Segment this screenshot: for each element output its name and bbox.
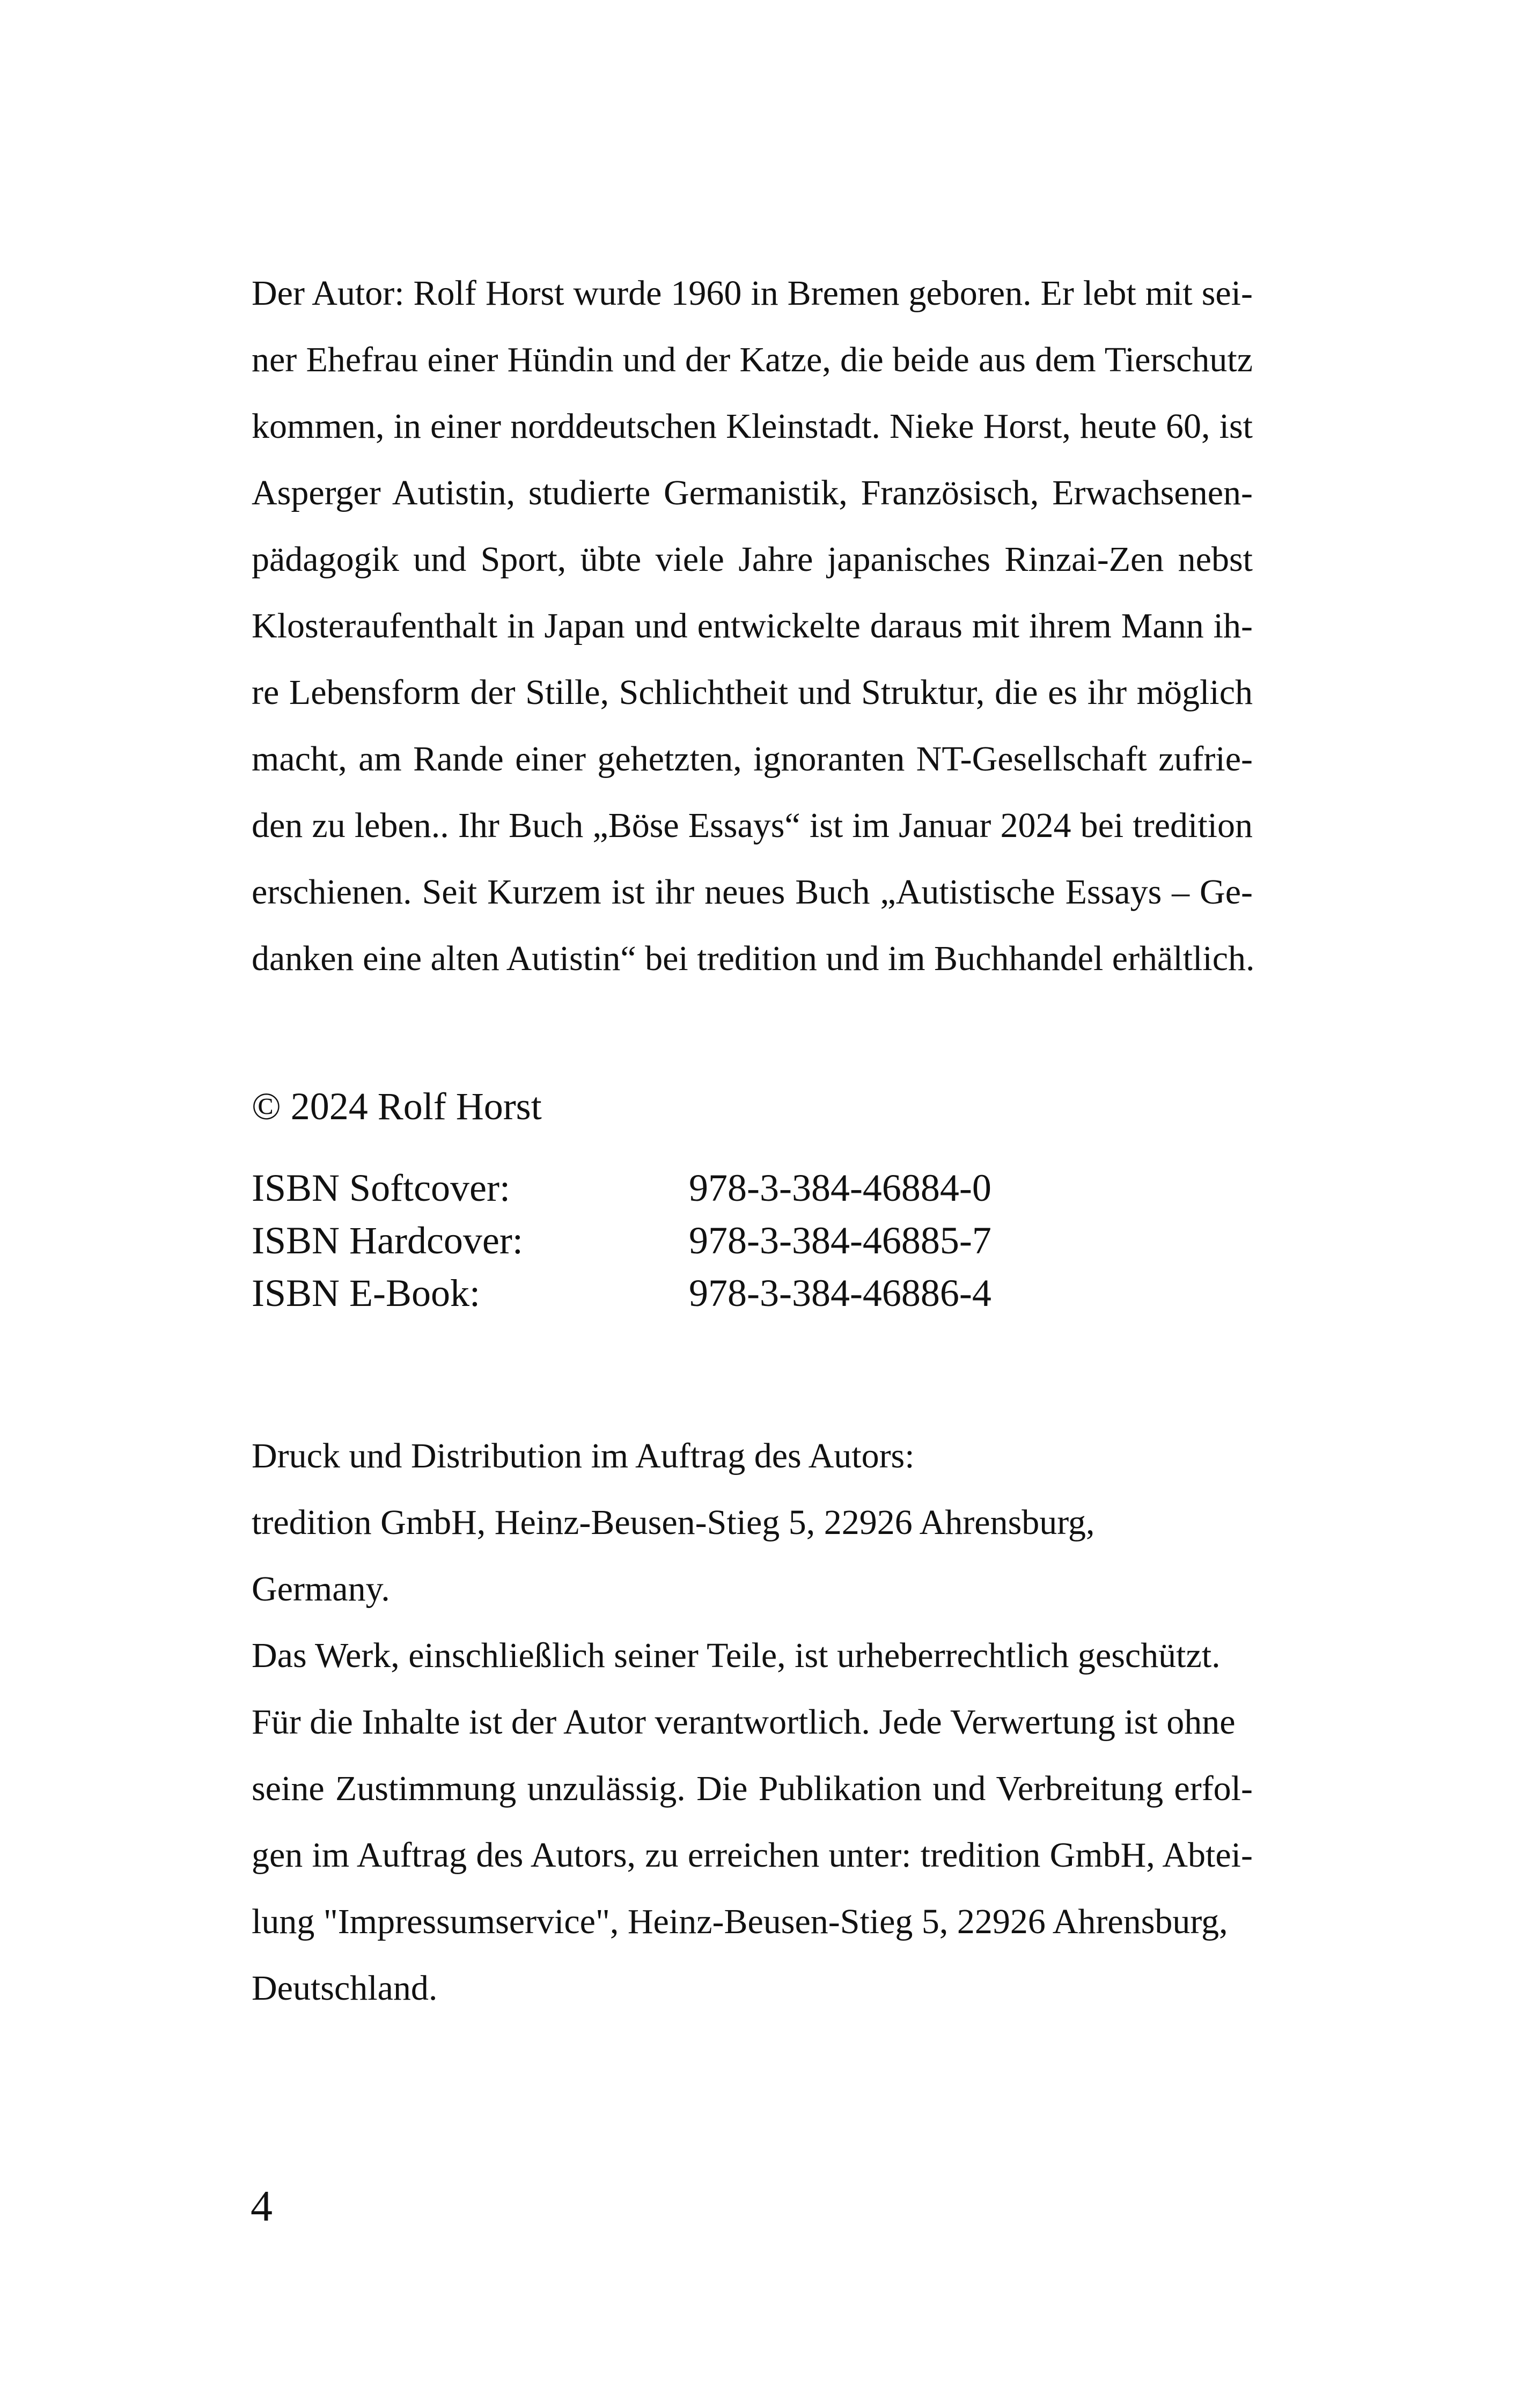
page-number: 4 (251, 2182, 273, 2230)
isbn-label: ISBN E-Book: (252, 1272, 481, 1315)
isbn-value: 978-3-384-46885-7 (689, 1219, 991, 1262)
bio-line: Asperger Autistin, studierte Germanistik, Französisch, Erwachsenen- (252, 473, 1253, 512)
imprint-line: Druck und Distribution im Auftrag des Autors: (252, 1436, 915, 1475)
bio-line: erschienen. Seit Kurzem ist ihr neues Buch „Autistische Essays – Ge- (252, 872, 1253, 912)
bio-line: danken eine alten Autistin“ bei tredition und im Buchhandel erhältlich. (252, 939, 1255, 978)
isbn-value: 978-3-384-46884-0 (689, 1166, 991, 1209)
bio-line: Klosteraufenthalt in Japan und entwickelte daraus mit ihrem Mann ih- (252, 606, 1253, 645)
isbn-label: ISBN Softcover: (252, 1166, 510, 1209)
imprint-line: Germany. (252, 1569, 390, 1609)
bio-line: macht, am Rande einer gehetzten, ignoranten NT-Gesellschaft zufrie- (252, 739, 1253, 779)
bio-line: re Lebensform der Stille, Schlichtheit und Struktur, die es ihr möglich (252, 673, 1253, 712)
imprint-line: Das Werk, einschließlich seiner Teile, ist urheberrechtlich geschützt. (252, 1636, 1221, 1675)
bio-line: pädagogik und Sport, übte viele Jahre japanisches Rinzai-Zen nebst (252, 540, 1253, 579)
imprint-line: Deutschland. (252, 1969, 438, 2008)
imprint-line: gen im Auftrag des Autors, zu erreichen unter: tredition GmbH, Abtei- (252, 1836, 1253, 1875)
bio-line: Der Autor: Rolf Horst wurde 1960 in Bremen geboren. Er lebt mit sei- (252, 274, 1253, 313)
isbn-value: 978-3-384-46886-4 (689, 1272, 991, 1315)
imprint-line: seine Zustimmung unzulässig. Die Publikation und Verbreitung erfol- (252, 1769, 1253, 1808)
bio-line: den zu leben.. Ihr Buch „Böse Essays“ ist im Januar 2024 bei tredition (252, 806, 1253, 845)
imprint-line: tredition GmbH, Heinz-Beusen-Stieg 5, 22926 Ahrensburg, (252, 1503, 1095, 1542)
copyright-notice: © 2024 Rolf Horst (252, 1085, 542, 1128)
bio-line: kommen, in einer norddeutschen Kleinstadt. Nieke Horst, heute 60, ist (252, 407, 1253, 446)
imprint-line: Für die Inhalte ist der Autor verantwortlich. Jede Verwertung ist ohne (252, 1702, 1236, 1742)
isbn-label: ISBN Hardcover: (252, 1219, 523, 1262)
bio-line: ner Ehefrau einer Hündin und der Katze, die beide aus dem Tierschutz (252, 340, 1253, 379)
imprint-line: lung "Impressumservice", Heinz-Beusen-Stieg 5, 22926 Ahrensburg, (252, 1902, 1228, 1941)
